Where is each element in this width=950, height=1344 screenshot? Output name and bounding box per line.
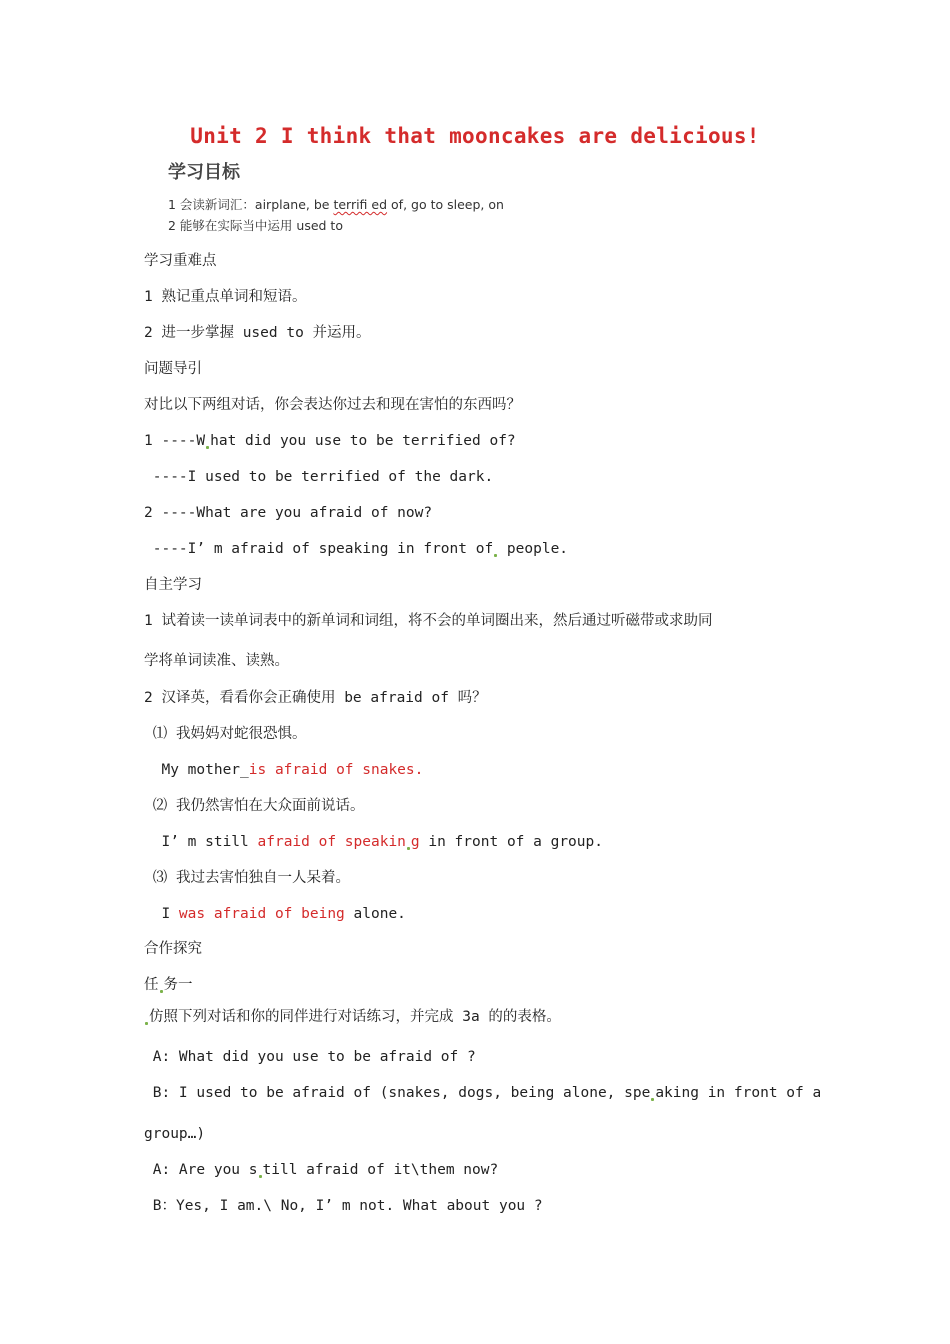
guide-text: 对比以下两组对话，你会表达你过去和现在害怕的东西吗？ [144, 397, 521, 413]
self-study-1-line-1: 1 试着读一读单词表中的新单词和词组，将不会的单词圈出来，然后通过听磁带或求助同 [144, 613, 713, 629]
marker-dot [259, 1175, 262, 1178]
key-point-1: 1 熟记重点单词和短语。 [144, 289, 307, 305]
dialogue-2-question: 2 ----What are you afraid of now? [144, 505, 433, 521]
exercise-2-answer [144, 832, 824, 852]
dialogue-1-question-pre: 1 ----W [144, 433, 206, 449]
task-1-instruction-text: 仿照下列对话和你的同伴进行对话练习，并完成 3a 的的表格。 [149, 1009, 561, 1025]
objective-terrified-word: terrifi ed [333, 197, 388, 212]
task-1-heading [144, 975, 824, 995]
example-b-1-line-2: group…) [144, 1126, 206, 1142]
exercise-3-question: ⑶ 我过去害怕独自一人呆着。 [144, 870, 350, 886]
exercise-1-answer-key: is afraid of snakes. [248, 762, 424, 778]
example-b-1 [144, 1083, 824, 1103]
exercise-1-question: ⑴ 我妈妈对蛇很恐惧。 [144, 726, 307, 742]
task-1-heading-pre: 任 [144, 977, 159, 993]
marker-dot [160, 990, 163, 993]
exercise-2-answer-key-end: g [410, 834, 420, 850]
example-a-2-pre: A: Are you s [144, 1162, 258, 1178]
example-a-2 [144, 1160, 824, 1180]
task-1-heading-post: 务一 [163, 977, 193, 993]
cooperation-heading: 合作探究 [144, 941, 202, 957]
objectives-heading: 学习目标 [168, 162, 240, 183]
example-a-2-post: till afraid of it\them now? [262, 1162, 499, 1178]
self-study-1-line-2: 学将单词读准、读熟。 [144, 653, 289, 669]
dialogue-2-answer-post: people. [498, 541, 569, 557]
task-1-instruction [144, 1007, 824, 1027]
exercise-1-answer [144, 760, 824, 780]
exercise-2-answer-key: afraid of speakin [257, 834, 406, 850]
dialogue-2-answer [144, 539, 824, 559]
exercise-3-answer-key: was afraid of being [178, 906, 345, 922]
exercise-3-answer [144, 904, 824, 924]
dialogue-1-question [144, 431, 824, 451]
objective-item-1-suffix: of, go to sleep, on [387, 197, 504, 212]
exercise-2-answer-post: in front of a group. [419, 834, 603, 850]
marker-dot [651, 1098, 654, 1101]
key-point-2: 2 进一步掌握 used to 并运用。 [144, 325, 371, 341]
marker-dot [206, 446, 209, 449]
exercise-2-question: ⑵ 我仍然害怕在大众面前说话。 [144, 798, 365, 814]
dialogue-2-answer-pre: ----I’ m afraid of speaking in front of [144, 541, 494, 557]
marker-dot [145, 1022, 148, 1025]
example-b-1-post: aking in front of a [655, 1085, 822, 1101]
self-study-heading: 自主学习 [144, 577, 202, 593]
key-points-heading: 学习重难点 [144, 253, 217, 269]
exercise-2-answer-pre: I’ m still [144, 834, 258, 850]
learning-objectives-image [168, 158, 508, 236]
exercise-3-answer-post: alone. [344, 906, 406, 922]
example-a-1: A: What did you use to be afraid of ? [144, 1049, 476, 1065]
objective-item-1 [168, 194, 508, 215]
example-b-1-pre: B: I used to be afraid of (snakes, dogs, being alone, spe [144, 1085, 651, 1101]
document-title: Unit 2 I think that mooncakes are delicious! [190, 124, 760, 148]
marker-dot [494, 554, 497, 557]
example-b-2: B：Yes, I am.\ No, I’ m not. What about you ? [144, 1198, 543, 1214]
dialogue-1-question-post: hat did you use to be terrified of? [210, 433, 516, 449]
dialogue-1-answer: ----I used to be terrified of the dark. [144, 469, 494, 485]
exercise-1-answer-pre: My mother_ [144, 762, 249, 778]
guide-heading: 问题导引 [144, 361, 202, 377]
objective-item-1-prefix: 1 会读新词汇：airplane, be [168, 197, 334, 212]
exercise-3-answer-pre: I [144, 906, 179, 922]
self-study-2: 2 汉译英，看看你会正确使用 be afraid of 吗？ [144, 690, 487, 706]
marker-dot [407, 847, 410, 850]
objective-item-2: 2 能够在实际当中运用 used to [168, 218, 343, 233]
